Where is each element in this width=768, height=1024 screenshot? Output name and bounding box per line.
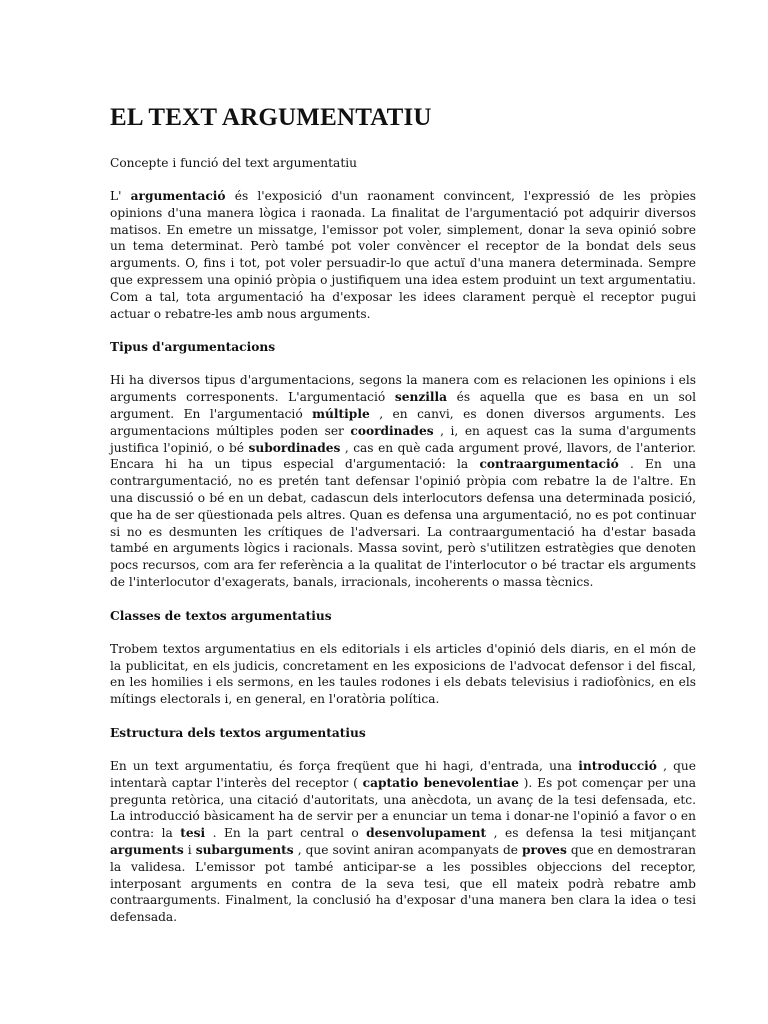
text-run: és l'exposició d'un raonament convincent, l'expressió de les pròpies opinions d'una manera lògica i raonada. La finalitat de l'argumentació pot adquirir diversos matisos. En emetre un missatge, l'emissor pot voler, simplement, donar la seva opinió sobre un tema determinat. Però també pot voler convèncer el receptor de la bondat dels seus arguments. O, fins i tot, pot voler persuadir-lo que actuï d'una manera determinada. Sempre que expressem una opinió pròpia o justifiquem una idea estem produint un text argumentatiu. Com a tal, tota argumentació ha d'exposar les idees clarament perquè el receptor pugui actuar o rebatre-les amb nous arguments. [110,189,696,321]
text-run: , cas en què cada argument prové, llavors, de l'anterior. Encara hi ha un tipus especial d'argumentació: la [110,440,696,472]
text-run: , que sovint aniran acompanyats de [293,842,523,857]
bold-term: arguments [110,842,184,857]
bold-term: coordinades [350,423,434,438]
document-page [110,102,696,943]
text-run: , i, en aquest cas la suma d'arguments justifica l'opinió, o bé [110,423,696,455]
bold-term: subarguments [195,842,294,857]
text-run: Hi ha diversos tipus d'argumentacions, segons la manera com es relacionen les opinions i els arguments corresponents. L'argumentació [110,373,696,405]
text-run: , en canvi, es donen diversos arguments. Les argumentacions múltiples poden ser [110,406,696,438]
text-run: que en demostraran la validesa. L'emissor pot també anticipar-se a les possibles objeccions del receptor, interposant arguments en contra de la seva tesi, que ell mateix podrà rebatre amb contraarguments. Finalment, la conclusió ha d'exposar d'una manera ben clara la idea o tesi defensada. [110,842,696,925]
paragraph-classes: Trobem textos argumentatius en els editorials i els articles d'opinió dels diaris, en el món de la publicitat, en els judicis, concretament en les exposicions de l'advocat defensor i del fiscal, en les homilies i els sermons, en les taules rodones i els debats televisius i radiofònics, en els mítings electorals i, en general, en l'oratòria política. [110,641,696,707]
text-run: . En la part central o [205,826,367,841]
paragraph-tipus [110,372,696,590]
text-run: . En una contrargumentació, no es pretén tant defensar l'opinió pròpia com rebatre la de l'altre. En una discussió o bé en un debat, cadascun dels interlocutors defensa una determinada posició, que ha de ser qüestionada pels altres. Quan es defensa una argumentació, no es pot continuar si no es desmunten les crítiques de l'adversari. La contraargumentació ha d'estar basada també en arguments lògics i racionals. Massa sovint, però s'utilitzen estratègies que denoten pocs recursos, com ara fer referència a la qualitat de l'interlocutor o bé tractar els arguments de l'interlocutor d'exagerats, banals, irracionals, incoherents o massa tècnics. [110,457,696,589]
text-run: i [183,842,196,857]
bold-term: senzilla [394,390,448,405]
document-title: EL TEXT ARGUMENTATIU [110,104,432,131]
bold-term: subordinades [248,440,341,455]
text-run: és aquella que es basa en un sol argument. En l'argumentació [110,390,696,421]
bold-term: tesi [180,826,206,841]
paragraph-concept [110,188,696,322]
bold-term: contraargumentació [479,457,619,472]
bold-term: introducció [578,758,657,773]
text-run: L' [110,189,131,203]
bold-term: desenvolupament [366,826,487,841]
section-heading-estructura: Estructura dels textos argumentatius [110,725,366,740]
section-heading-tipus: Tipus d'argumentacions [110,340,276,355]
text-run: En un text argumentatiu, és força freqüent que hi hagi, d'entrada, una [110,758,579,773]
bold-term: captatio benevolentiae [362,775,519,790]
bold-term: argumentació [130,189,226,203]
text-run: , que intentarà captar l'interès del receptor ( [110,758,696,790]
bold-term: múltiple [312,406,370,421]
section-heading-classes: Classes de textos argumentatius [110,608,332,623]
bold-term: proves [522,842,567,857]
text-run: ). Es pot començar per una pregunta retòrica, una citació d'autoritats, una anècdota, un avanç de la tesi defensada, etc. La introducció bàsicament ha de servir per a enunciar un tema i donar-ne l'opinió a favor o en contra: la [110,775,696,841]
subtitle: Concepte i funció del text argumentatiu [110,156,357,170]
text-run: , es defensa la tesi mitjançant [486,826,696,841]
paragraph-estructura [110,758,696,926]
